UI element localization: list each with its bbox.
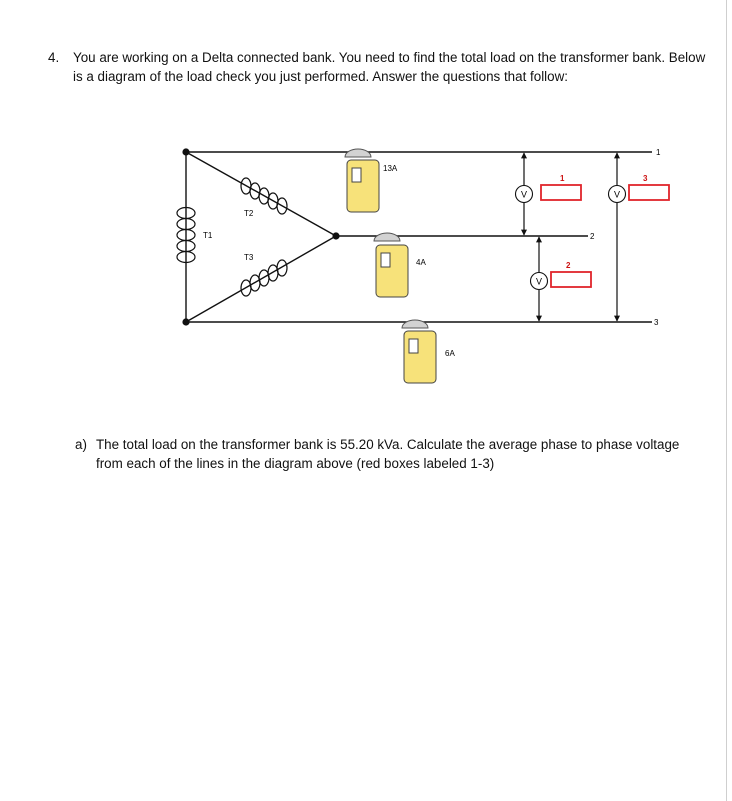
ammeter-reading-line-2: 4A (416, 258, 426, 267)
answer-box-label-1: 1 (560, 174, 565, 183)
label-t3: T3 (244, 253, 254, 262)
voltage-arrows (524, 153, 617, 321)
answer-box-label-2: 2 (566, 261, 571, 270)
label-t1: T1 (203, 231, 213, 240)
circuit-wires (186, 152, 652, 322)
ammeter-reading-line-3: 6A (445, 349, 455, 358)
question-text: You are working on a Delta connected bank. You need to find the total load on the transformer bank. Below is a diagram of the load check you just performed. Answer the questions that follow: (73, 50, 706, 84)
label-t2: T2 (244, 209, 254, 218)
voltmeter-1-3 (609, 186, 626, 203)
voltmeter-symbol: V (520, 189, 528, 200)
subquestion-a (75, 436, 705, 473)
subquestion-text: The total load on the transformer bank is 55.20 kVa. Calculate the average phase to phase voltage from each of the lines in the diagram above (red boxes labeled 1-3) (96, 437, 680, 471)
answer-box-3[interactable] (629, 185, 669, 200)
clamp-meter-line-2 (374, 233, 408, 297)
ammeter-reading-line-1: 13A (383, 164, 398, 173)
line-label-2: 2 (590, 232, 595, 241)
clamp-meter-line-1 (345, 149, 379, 212)
answer-box-1[interactable] (541, 185, 581, 200)
clamp-meter-line-3 (402, 320, 436, 383)
voltmeter-symbol: V (613, 189, 621, 200)
subquestion-label: a) (75, 437, 87, 452)
question-number: 4. (48, 50, 60, 65)
voltmeter-2-3 (531, 273, 548, 290)
line-label-1: 1 (656, 148, 661, 157)
answer-box-2[interactable] (551, 272, 591, 287)
voltmeter-symbol: V (535, 276, 543, 287)
transformer-coils (177, 178, 287, 296)
line-label-3: 3 (654, 318, 659, 327)
answer-box-label-3: 3 (643, 174, 648, 183)
voltmeter-1-2 (516, 186, 533, 203)
